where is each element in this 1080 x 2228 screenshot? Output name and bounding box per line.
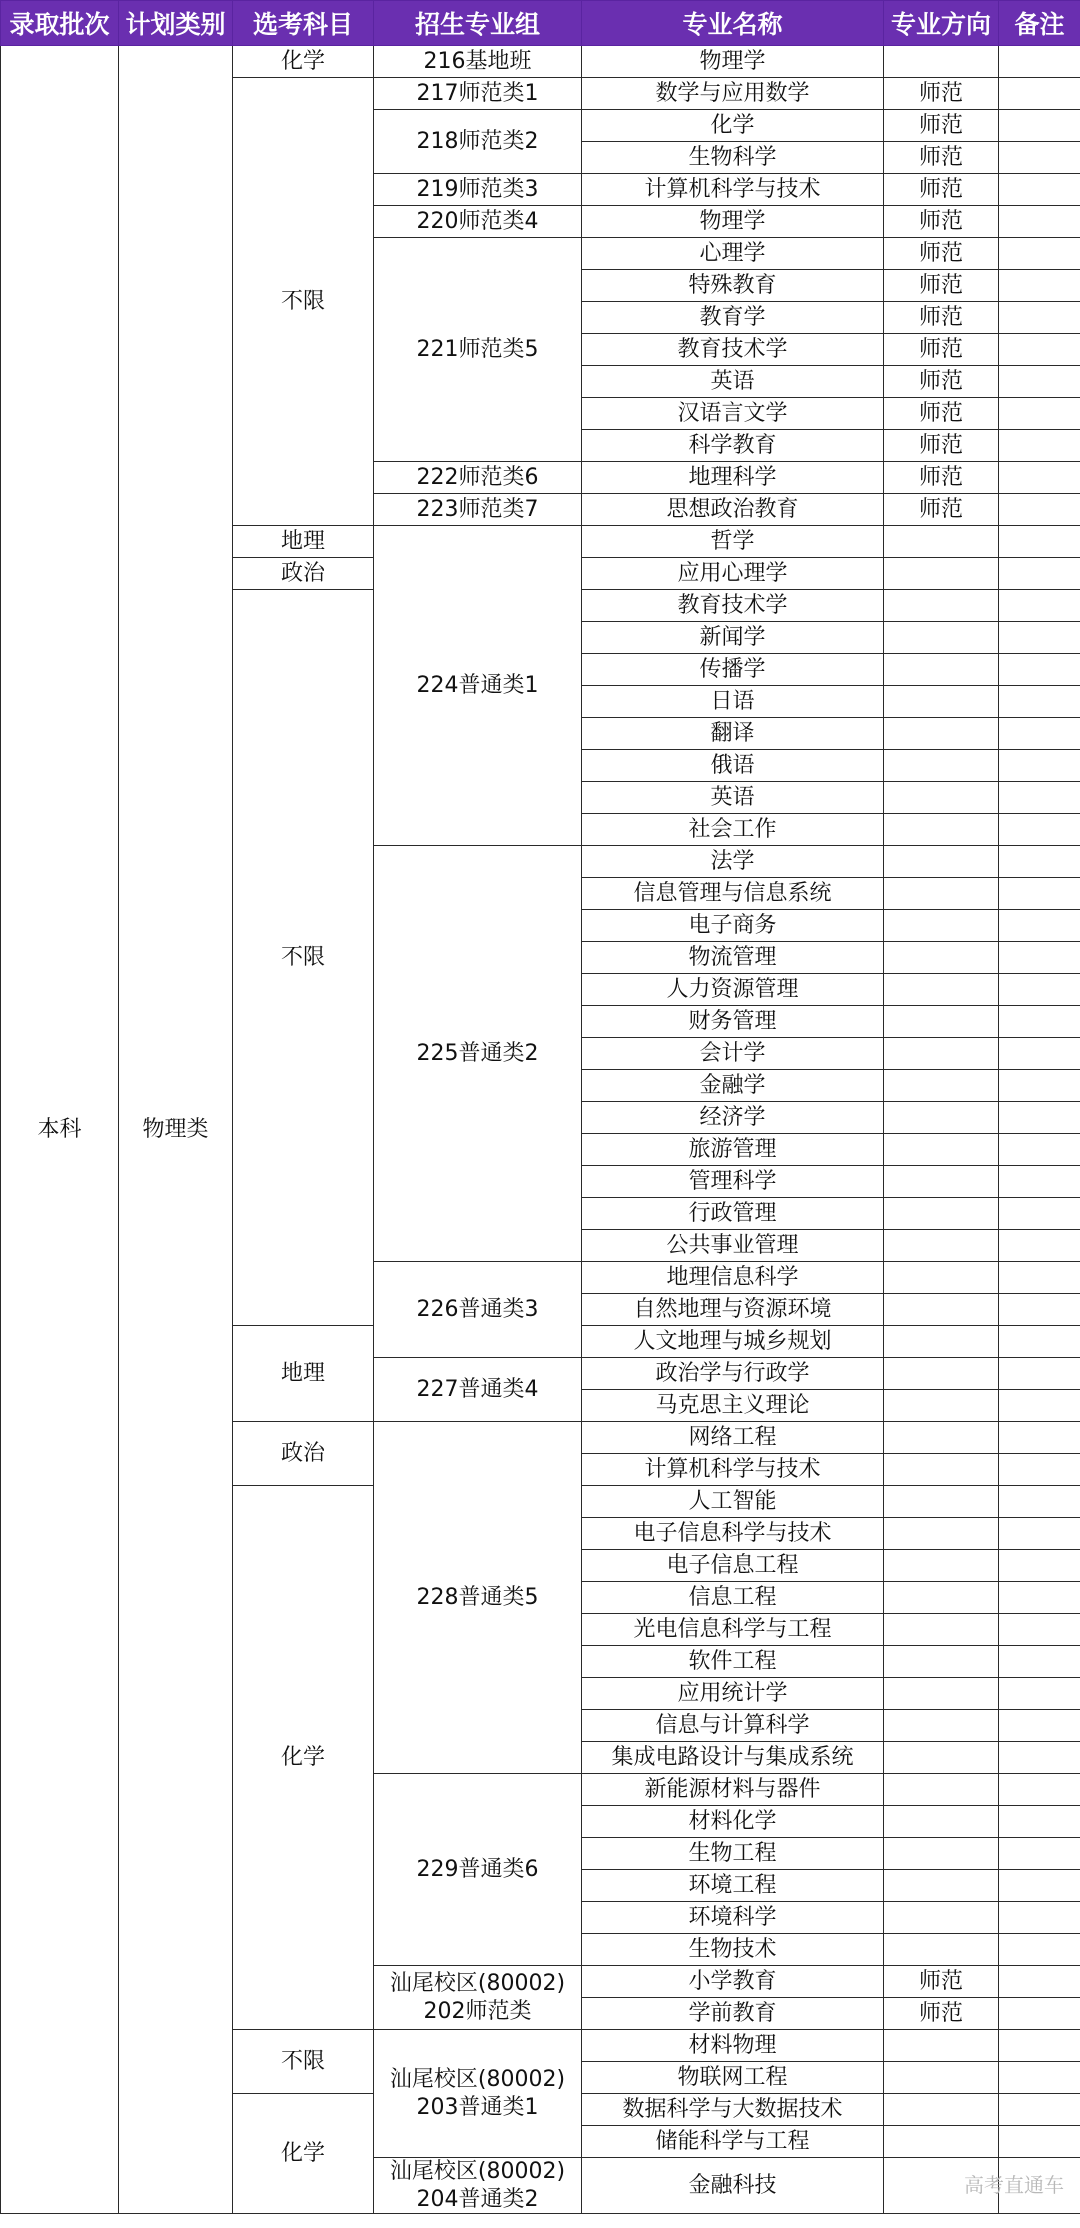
- remarks-cell: [999, 1230, 1080, 1262]
- header-remarks: 备注: [999, 1, 1080, 46]
- direction-cell: 师范: [884, 270, 999, 302]
- remarks-cell: [999, 558, 1080, 590]
- major-name-cell: 日语: [582, 686, 884, 718]
- major-name-cell: 人文地理与城乡规划: [582, 1326, 884, 1358]
- subject-cell: 化学: [233, 1486, 374, 2030]
- remarks-cell: [999, 1934, 1080, 1966]
- direction-cell: [884, 46, 999, 78]
- major-name-cell: 公共事业管理: [582, 1230, 884, 1262]
- major-name-cell: 翻译: [582, 718, 884, 750]
- remarks-cell: [999, 2062, 1080, 2094]
- remarks-cell: [999, 1006, 1080, 1038]
- remarks-cell: [999, 78, 1080, 110]
- major-name-cell: 科学教育: [582, 430, 884, 462]
- direction-cell: [884, 526, 999, 558]
- remarks-cell: [999, 654, 1080, 686]
- direction-cell: [884, 654, 999, 686]
- major-name-cell: 集成电路设计与集成系统: [582, 1742, 884, 1774]
- major-name-cell: 社会工作: [582, 814, 884, 846]
- remarks-cell: [999, 1902, 1080, 1934]
- major-name-cell: 旅游管理: [582, 1134, 884, 1166]
- group-cell: 219师范类3: [374, 174, 582, 206]
- group-cell: 汕尾校区(80002) 204普通类2: [374, 2158, 582, 2214]
- remarks-cell: [999, 1646, 1080, 1678]
- subject-cell: 不限: [233, 590, 374, 1326]
- direction-cell: [884, 1902, 999, 1934]
- group-cell: 223师范类7: [374, 494, 582, 526]
- header-batch: 录取批次: [1, 1, 119, 46]
- major-name-cell: 新闻学: [582, 622, 884, 654]
- major-name-cell: 特殊教育: [582, 270, 884, 302]
- direction-cell: 师范: [884, 462, 999, 494]
- major-name-cell: 化学: [582, 110, 884, 142]
- direction-cell: [884, 1454, 999, 1486]
- major-name-cell: 行政管理: [582, 1198, 884, 1230]
- major-name-cell: 环境科学: [582, 1902, 884, 1934]
- direction-cell: [884, 686, 999, 718]
- remarks-cell: [999, 1262, 1080, 1294]
- major-name-cell: 计算机科学与技术: [582, 1454, 884, 1486]
- remarks-cell: [999, 1870, 1080, 1902]
- major-name-cell: 教育技术学: [582, 334, 884, 366]
- header-row: [1, 1, 1080, 46]
- remarks-cell: [999, 622, 1080, 654]
- header-major-group: 招生专业组: [374, 1, 582, 46]
- major-name-cell: 法学: [582, 846, 884, 878]
- major-name-cell: 思想政治教育: [582, 494, 884, 526]
- remarks-cell: [999, 1454, 1080, 1486]
- header-direction: 专业方向: [884, 1, 999, 46]
- remarks-cell: [999, 46, 1080, 78]
- direction-cell: [884, 1070, 999, 1102]
- direction-cell: [884, 1294, 999, 1326]
- remarks-cell: [999, 1806, 1080, 1838]
- group-cell: 229普通类6: [374, 1774, 582, 1966]
- direction-cell: [884, 878, 999, 910]
- direction-cell: 师范: [884, 174, 999, 206]
- major-name-cell: 心理学: [582, 238, 884, 270]
- major-name-cell: 小学教育: [582, 1966, 884, 1998]
- remarks-cell: [999, 1102, 1080, 1134]
- remarks-cell: [999, 718, 1080, 750]
- major-name-cell: 电子商务: [582, 910, 884, 942]
- remarks-cell: [999, 1134, 1080, 1166]
- major-name-cell: 数据科学与大数据技术: [582, 2094, 884, 2126]
- subject-cell: 不限: [233, 2030, 374, 2094]
- remarks-cell: [999, 1838, 1080, 1870]
- group-cell: 218师范类2: [374, 110, 582, 174]
- group-cell: 226普通类3: [374, 1262, 582, 1358]
- major-name-cell: 电子信息科学与技术: [582, 1518, 884, 1550]
- major-name-cell: 自然地理与资源环境: [582, 1294, 884, 1326]
- direction-cell: [884, 910, 999, 942]
- remarks-cell: [999, 334, 1080, 366]
- remarks-cell: [999, 1710, 1080, 1742]
- remarks-cell: [999, 1582, 1080, 1614]
- remarks-cell: [999, 302, 1080, 334]
- major-name-cell: 政治学与行政学: [582, 1358, 884, 1390]
- remarks-cell: [999, 1166, 1080, 1198]
- major-name-cell: 马克思主义理论: [582, 1390, 884, 1422]
- remarks-cell: [999, 366, 1080, 398]
- direction-cell: [884, 974, 999, 1006]
- direction-cell: [884, 782, 999, 814]
- direction-cell: 师范: [884, 238, 999, 270]
- direction-cell: [884, 750, 999, 782]
- remarks-cell: [999, 942, 1080, 974]
- direction-cell: 师范: [884, 110, 999, 142]
- table-row: [1, 46, 1080, 78]
- direction-cell: [884, 1102, 999, 1134]
- major-name-cell: 人工智能: [582, 1486, 884, 1518]
- direction-cell: [884, 1838, 999, 1870]
- direction-cell: [884, 1934, 999, 1966]
- subject-cell: 化学: [233, 46, 374, 78]
- major-name-cell: 地理科学: [582, 462, 884, 494]
- major-name-cell: 软件工程: [582, 1646, 884, 1678]
- direction-cell: [884, 1678, 999, 1710]
- direction-cell: 师范: [884, 206, 999, 238]
- major-name-cell: 英语: [582, 782, 884, 814]
- remarks-cell: [999, 1998, 1080, 2030]
- direction-cell: [884, 1198, 999, 1230]
- remarks-cell: [999, 878, 1080, 910]
- group-cell: 216基地班: [374, 46, 582, 78]
- direction-cell: [884, 1262, 999, 1294]
- remarks-cell: [999, 910, 1080, 942]
- major-name-cell: 环境工程: [582, 1870, 884, 1902]
- remarks-cell: [999, 142, 1080, 174]
- major-name-cell: 教育学: [582, 302, 884, 334]
- remarks-cell: [999, 1614, 1080, 1646]
- remarks-cell: [999, 1390, 1080, 1422]
- remarks-cell: [999, 590, 1080, 622]
- group-cell: 228普通类5: [374, 1422, 582, 1774]
- remarks-cell: [999, 1742, 1080, 1774]
- major-name-cell: 计算机科学与技术: [582, 174, 884, 206]
- subject-cell: 化学: [233, 2094, 374, 2214]
- group-cell: 225普通类2: [374, 846, 582, 1262]
- direction-cell: [884, 1870, 999, 1902]
- direction-cell: [884, 622, 999, 654]
- direction-cell: [884, 1550, 999, 1582]
- direction-cell: 师范: [884, 142, 999, 174]
- remarks-cell: [999, 1678, 1080, 1710]
- remarks-cell: [999, 1518, 1080, 1550]
- remarks-cell: [999, 1774, 1080, 1806]
- header-plan-category: 计划类别: [119, 1, 233, 46]
- major-name-cell: 生物工程: [582, 1838, 884, 1870]
- major-name-cell: 地理信息科学: [582, 1262, 884, 1294]
- remarks-cell: [999, 1294, 1080, 1326]
- subject-cell: 地理: [233, 1326, 374, 1422]
- plan-category-cell: 物理类: [119, 46, 233, 2214]
- major-name-cell: 信息与计算科学: [582, 1710, 884, 1742]
- subject-cell: 政治: [233, 1422, 374, 1486]
- remarks-cell: [999, 174, 1080, 206]
- direction-cell: 师范: [884, 398, 999, 430]
- remarks-cell: [999, 398, 1080, 430]
- major-name-cell: 信息管理与信息系统: [582, 878, 884, 910]
- major-name-cell: 数学与应用数学: [582, 78, 884, 110]
- remarks-cell: [999, 846, 1080, 878]
- remarks-cell: [999, 430, 1080, 462]
- direction-cell: [884, 1518, 999, 1550]
- major-name-cell: 会计学: [582, 1038, 884, 1070]
- major-name-cell: 应用心理学: [582, 558, 884, 590]
- major-name-cell: 财务管理: [582, 1006, 884, 1038]
- major-name-cell: 网络工程: [582, 1422, 884, 1454]
- group-cell: 224普通类1: [374, 526, 582, 846]
- group-cell: 217师范类1: [374, 78, 582, 110]
- direction-cell: [884, 2030, 999, 2062]
- remarks-cell: [999, 462, 1080, 494]
- major-name-cell: 光电信息科学与工程: [582, 1614, 884, 1646]
- direction-cell: [884, 1582, 999, 1614]
- direction-cell: [884, 1038, 999, 1070]
- direction-cell: [884, 1422, 999, 1454]
- group-cell: 222师范类6: [374, 462, 582, 494]
- remarks-cell: [999, 238, 1080, 270]
- direction-cell: [884, 1486, 999, 1518]
- direction-cell: [884, 1614, 999, 1646]
- major-name-cell: 储能科学与工程: [582, 2126, 884, 2158]
- subject-cell: 地理: [233, 526, 374, 558]
- direction-cell: [884, 590, 999, 622]
- major-name-cell: 哲学: [582, 526, 884, 558]
- remarks-cell: [999, 1326, 1080, 1358]
- major-name-cell: 俄语: [582, 750, 884, 782]
- direction-cell: [884, 1358, 999, 1390]
- major-name-cell: 物流管理: [582, 942, 884, 974]
- remarks-cell: [999, 974, 1080, 1006]
- direction-cell: [884, 1806, 999, 1838]
- subject-cell: 不限: [233, 78, 374, 526]
- direction-cell: [884, 2126, 999, 2158]
- direction-cell: [884, 846, 999, 878]
- remarks-cell: [999, 1550, 1080, 1582]
- major-name-cell: 金融科技: [582, 2158, 884, 2214]
- remarks-cell: [999, 110, 1080, 142]
- major-name-cell: 汉语言文学: [582, 398, 884, 430]
- remarks-cell: [999, 270, 1080, 302]
- major-name-cell: 学前教育: [582, 1998, 884, 2030]
- major-name-cell: 管理科学: [582, 1166, 884, 1198]
- direction-cell: [884, 1326, 999, 1358]
- remarks-cell: [999, 1422, 1080, 1454]
- direction-cell: [884, 1742, 999, 1774]
- major-name-cell: 新能源材料与器件: [582, 1774, 884, 1806]
- remarks-cell: [999, 782, 1080, 814]
- direction-cell: [884, 1230, 999, 1262]
- direction-cell: [884, 1710, 999, 1742]
- header-major-name: 专业名称: [582, 1, 884, 46]
- remarks-cell: [999, 2030, 1080, 2062]
- remarks-cell: [999, 686, 1080, 718]
- major-name-cell: 物理学: [582, 206, 884, 238]
- watermark: 高考直通车: [964, 2173, 1064, 2197]
- major-name-cell: 生物技术: [582, 1934, 884, 1966]
- major-name-cell: 材料物理: [582, 2030, 884, 2062]
- remarks-cell: [999, 750, 1080, 782]
- direction-cell: [884, 814, 999, 846]
- remarks-cell: [999, 2126, 1080, 2158]
- direction-cell: 师范: [884, 430, 999, 462]
- major-name-cell: 传播学: [582, 654, 884, 686]
- direction-cell: [884, 558, 999, 590]
- remarks-cell: [999, 206, 1080, 238]
- major-name-cell: 物理学: [582, 46, 884, 78]
- remarks-cell: [999, 1070, 1080, 1102]
- major-name-cell: 电子信息工程: [582, 1550, 884, 1582]
- group-cell: 221师范类5: [374, 238, 582, 462]
- remarks-cell: [999, 526, 1080, 558]
- direction-cell: 师范: [884, 334, 999, 366]
- major-name-cell: 材料化学: [582, 1806, 884, 1838]
- major-name-cell: 教育技术学: [582, 590, 884, 622]
- major-name-cell: 英语: [582, 366, 884, 398]
- remarks-cell: [999, 1966, 1080, 1998]
- direction-cell: [884, 1390, 999, 1422]
- major-name-cell: 金融学: [582, 1070, 884, 1102]
- major-name-cell: 生物科学: [582, 142, 884, 174]
- direction-cell: [884, 1006, 999, 1038]
- direction-cell: 师范: [884, 494, 999, 526]
- direction-cell: 师范: [884, 78, 999, 110]
- major-name-cell: 应用统计学: [582, 1678, 884, 1710]
- direction-cell: 师范: [884, 366, 999, 398]
- direction-cell: 师范: [884, 1966, 999, 1998]
- major-name-cell: 信息工程: [582, 1582, 884, 1614]
- remarks-cell: [999, 814, 1080, 846]
- direction-cell: 师范: [884, 1998, 999, 2030]
- remarks-cell: [999, 2094, 1080, 2126]
- group-cell: 220师范类4: [374, 206, 582, 238]
- direction-cell: [884, 2062, 999, 2094]
- major-name-cell: 物联网工程: [582, 2062, 884, 2094]
- batch-cell: 本科: [1, 46, 119, 2214]
- group-cell: 汕尾校区(80002) 203普通类1: [374, 2030, 582, 2158]
- major-name-cell: 人力资源管理: [582, 974, 884, 1006]
- direction-cell: [884, 942, 999, 974]
- remarks-cell: [999, 1358, 1080, 1390]
- direction-cell: [884, 1774, 999, 1806]
- direction-cell: [884, 1166, 999, 1198]
- direction-cell: 师范: [884, 302, 999, 334]
- remarks-cell: [999, 494, 1080, 526]
- subject-cell: 政治: [233, 558, 374, 590]
- remarks-cell: [999, 1486, 1080, 1518]
- remarks-cell: [999, 1038, 1080, 1070]
- header-subjects: 选考科目: [233, 1, 374, 46]
- major-name-cell: 经济学: [582, 1102, 884, 1134]
- direction-cell: [884, 2094, 999, 2126]
- remarks-cell: [999, 1198, 1080, 1230]
- group-cell: 227普通类4: [374, 1358, 582, 1422]
- direction-cell: [884, 1134, 999, 1166]
- direction-cell: [884, 1646, 999, 1678]
- direction-cell: [884, 718, 999, 750]
- group-cell: 汕尾校区(80002) 202师范类: [374, 1966, 582, 2030]
